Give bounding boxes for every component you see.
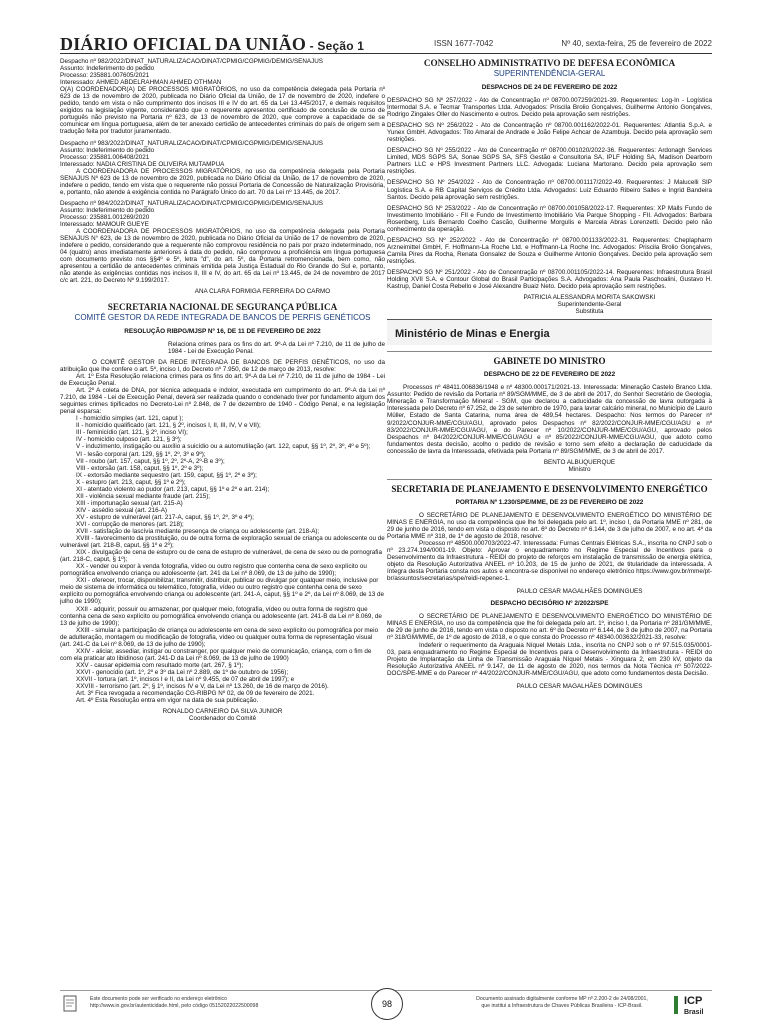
inciso-item: I - homicídio simples (art. 121, caput ); [76, 415, 184, 423]
inciso-item: XIX - divulgação de cena de estupro ou de cena de estupro de vulnerável, de cena de sexo ou de pornografia (art. 218-C, caput, § 1º); [60, 549, 382, 564]
signature-name: ANA CLARA FORMIGA FERREIRA DO CARMO [194, 288, 331, 296]
left-column [60, 58, 385, 986]
despacho-head: Despacho nº 984/2022/DINAT_NATURALIZACAO/DINAT/CPMIG/CGPMIG/DEMIG/SENAJUS [60, 199, 323, 207]
despacho-assunto: Assunto: Indeferimento do pedido [60, 65, 155, 73]
ministry-banner [387, 319, 712, 345]
portaria-body-1: O SECRETÁRIO DE PLANEJAMENTO E DESENVOLVIMENTO ENERGÉTICO DO MINISTÉRIO DE MINAS E ENERGIA, no uso da competência que lhe foi delegada pelo art. 1º, inciso I, da Portaria MME nº 281, de 29 de junho de 2016, tendo em vista o disposto no art. 6º do Decreto nº 6.144, de 3 de julho de 2007, e no art. 4º da Portaria MME nº 318, de 1º de agosto de 2018, resolve: [387, 511, 712, 540]
senasp-section [60, 302, 385, 723]
despacho-head: Despacho nº 983/2022/DINAT_NATURALIZACAO/DINAT/CPMIG/CGPMIG/DEMIG/SENAJUS [60, 139, 323, 147]
inciso-item: XXIII - simular a participação de criança ou adolescente em cena de sexo explícito ou pornográfica por meio de adulteração, montagem ou modificação de fotografia, vídeo ou qualquer outra forma de representação visual (art. 241-C da Lei nº 8.069, de 13 de julho de 1990); [60, 626, 379, 648]
despacho-interessado: Interessado: AHMED ABDELRAHMAN AHMED OTHMAN [60, 79, 222, 87]
resolucao-art2: Art. 2º A coleta de DNA, por técnica adequada e indolor, executada em cumprimento do art. 9º-A da Lei nº 7.210, de 1984 - Lei de Execução Penal, deverá ser realizada quando o condenado tiver por fundamento algum dos seguintes crimes tipificados no Decreto-Lei nº 2.848, de 7 de dezembro de 1940 - Código Penal, e na legislação penal esparsa: [60, 387, 385, 416]
inciso-item: VIII - extorsão (art. 158, caput, §§ 1º, 2º e 3º); [76, 464, 204, 472]
document-icon [60, 994, 82, 1014]
despacho-984 [60, 200, 385, 285]
signature-name: RONALDO CARNEIRO DA SILVA JUNIOR [162, 708, 283, 716]
inciso-item: XIII - importunação sexual (art. 215-A) [76, 499, 183, 507]
signature-role: Substituta [575, 308, 604, 316]
right-column [387, 58, 712, 986]
signature-name: PATRICIA ALESSANDRA MORITA SAKOWSKI [523, 294, 656, 302]
gabinete-title: GABINETE DO MINISTRO [387, 351, 712, 366]
portaria-body-2: Processo nº 48500.000703/2022-47. Interessada: Furnas Centrais Elétricas S.A., inscrita no CNPJ sob o nº 23.274.194/0001-19. Objeto: Aprovar o enquadramento no Regime Especial de Incentivos para o Desenvolvimento da Infraestrutura - REIDI do projeto de reforços em instalação de transmissão de energia elétrica, objeto da Resolução Autorizativa ANEEL nº 10.203, de 15 de junho de 2021, de titularidade da interessada. A íntegra desta Portaria consta nos autos e encontra-se disponível no endereço eletrônico https://www.gov.br/mme/pt-br/assuntos/secretarias/spe/reidi-repenec-1. [387, 540, 712, 583]
incisos-list [60, 415, 385, 690]
despacho-decisorio-title: DESPACHO DECISÓRIO Nº 2/2022/SPE [490, 600, 609, 608]
verification-note: Este documento pode ser verificado no endereço eletrônico http://www.in.gov.br/autenticidade.html, pelo código 05152022022500098 [90, 996, 370, 1009]
verification-link[interactable]: http://www.in.gov.br/autenticidade.html, pelo código 05152022022500098 [90, 1002, 259, 1009]
issue-date: Nº 40, sexta-feira, 25 de fevereiro de 2022 [561, 39, 712, 48]
inciso-item: XV - estupro de vulnerável (art. 217-A, caput, §§ 1º, 2º, 3º e 4º); [76, 513, 254, 521]
inciso-item: XXVI - genocídio (art. 1º, 2º e 3º da Lei nº 2.889, de 1º de outubro de 1956); [76, 668, 289, 676]
resolucao-art1: Art. 1º Esta Resolução relaciona crimes para os fins do art. 9º-A da Lei nº 7.210, de 11 de julho de 1984 - Lei de Execução Penal. [60, 372, 385, 388]
cade-despacho-item: DESPACHO SG Nº 252/2022 - Ato de Concentração nº 08700.001133/2022-31. Requerentes: Cheplapharm Arzneimittel GmbH, F. Hoffmann-La Roche Ltd. e Hoffmann-La Roche Inc. Advogados: Priscila Brolio Gonçalves, Camila Pires da Rocha, Renata Gonsalez de Souza e Guilherme Antonio Gonçalves. Decido pela aprovação sem restrições. [387, 236, 712, 265]
inciso-item: V - induzimento, instigação ou auxílio a suicídio ou a automutilação (art. 122, caput, §§ 1º, 2º, 3º, 4º e 5º); [76, 443, 371, 451]
spe-title: SECRETARIA DE PLANEJAMENTO E DESENVOLVIMENTO ENERGÉTICO [387, 479, 712, 494]
inciso-item: XII - violência sexual mediante fraude (art. 215); [76, 492, 211, 500]
inciso-item: VII - roubo (art. 157, caput, §§ 1º, 2º, 2º-A, 2º-B e 3º); [76, 457, 225, 465]
comite-title: COMITÊ GESTOR DA REDE INTEGRADA DE BANCOS DE PERFIS GENÉTICOS [74, 312, 371, 322]
resolucao-art3: Art. 3º Fica revogada a recomendação CG-RIBPG Nº 02, de 09 de fevereiro de 2021. [76, 690, 315, 698]
inciso-item: IX - extorsão mediante sequestro (art. 159, caput, §§ 1º, 2º e 3º); [76, 471, 257, 479]
signature-role: Superintendente-Geral [557, 301, 622, 309]
signature-note: Documento assinado digitalmente conforme MP nº 2.200-2 de 24/08/2001, que institui a Infraestrutura de Chaves Públicas Brasileira - ICP-Brasil. [476, 996, 648, 1009]
issn: ISSN 1677-7042 [434, 39, 494, 48]
inciso-item: XX - vender ou expor à venda fotografia, vídeo ou outro registro que contenha cena de sexo explícito ou pornográfica envolvendo criança ou adolescente (art. 241 da Lei nº 8.069, de 13 de julho de 1990); [60, 563, 367, 578]
inciso-item: X - estupro (art. 213, caput, §§ 1º e 2º); [76, 478, 186, 486]
inciso-item: XIV - assédio sexual (art. 216-A) [76, 506, 167, 514]
despacho-processo: Processo: 235881.001269/2020 [60, 213, 150, 221]
cade-title: CONSELHO ADMINISTRATIVO DE DEFESA ECONÔMICA [423, 58, 676, 68]
svg-text:Brasil: Brasil [684, 1009, 704, 1016]
inciso-item: III - feminicídio (art. 121, § 2º, inciso VI); [76, 429, 188, 437]
resolucao-title: RESOLUÇÃO RIBPG/MJSP Nº 16, DE 11 DE FEVEREIRO DE 2022 [124, 327, 321, 335]
inciso-item: XVI - corrupção de menores (art. 218); [76, 520, 184, 528]
signature-role: Ministro [568, 465, 591, 473]
inciso-item: II - homicídio qualificado (art. 121, § 2º, incisos I, II, III, IV, V e VII); [76, 422, 261, 430]
section-label: - Seção 1 [306, 39, 365, 53]
inciso-item: XVIII - favorecimento da prostituição, ou de outra forma de exploração sexual de criança ou adolescente ou de vulnerável (art. 218-B, caput, §§ 1º e 2º); [60, 535, 385, 550]
cade-despacho-item: DESPACHO SG Nº 257/2022 - Ato de Concentração nº 08700.007259/2021-39. Requerentes: Log-In - Logística Intermodal S.A. e Tecmar Transportes Ltda. Advogados: Priscila Brolio Gonçalves, Guilherme Antonio Gonçalves, Rodrigo Zingales Oller do Nascimento e outros. Decido pela aprovação sem restrições. [387, 97, 712, 119]
portaria-title: PORTARIA Nº 1.230/SPE/MME, DE 23 DE FEVEREIRO DE 2022 [455, 498, 644, 506]
cade-despacho-item: DESPACHO SG Nº 251/2022 - Ato de Concentração nº 08700.001105/2022-14. Requerentes: Infraestrutura Brasil Holding XVII S.A. e Contour Global do Brasil Participações S.A. Advogados: Ana Paula Paschoalini, Gustavo H. Kastrup, Daniel Costa Rebello e José Alexandre Buaiz Neto. Decido pela aprovação sem restrições. [387, 268, 712, 291]
despacho-body: A COORDENADORA DE PROCESSOS MIGRATÓRIOS, no uso da competência delegada pela Portaria SENAJUS Nº 623 de 13 de novembro de 2020, publicada no Diário Oficial da União, de 17 de novembro de 2020, indefere o pedido, tendo em vista que o requerente não possui Portaria de Concessão de Naturalização Provisória, e, portanto, não atende à exigência contida no Parágrafo Único do art. 70 da Lei nº 13.445, de 2017. [60, 167, 385, 196]
page-header [60, 34, 712, 54]
inciso-item: XXII - adquirir, possuir ou armazenar, por qualquer meio, fotografia, vídeo ou outra forma de registro que contenha cena de sexo explícito ou pornográfica envolvendo criança ou adolescente (art. 241-B da Lei nº 8.069, de 13 de julho de 1990); [60, 605, 382, 627]
decisorio-body-2: Indeferir o requerimento da Araguaia Níquel Metais Ltda., inscrita no CNPJ sob o nº 97.515.035/0001-03, para enquadramento no Regime Especial de Incentivos para o Desenvolvimento da Infraestrutura - REIDI do Projeto de Implantação da Linha de Transmissão Araguaia Níquel Metais - Xinguara 2, em 230 kV, objeto da Resolução Autorizativa ANEEL nº 9.147, de 11 de agosto de 2020, nos termos da Nota Técnica nº 507/2022-DOC/SPE-MME e do Parecer nº 44/2022/CONJUR-MME/CGU/AGU, que adoto como fundamentos desta Decisão. [387, 641, 712, 677]
gabinete-body: Processos nº 48411.006836/1948 e nº 48300.000171/2021-13. Interessada: Mineração Castelo Branco Ltda. Assunto: Pedido de revisão da Portaria nº 89/SGM/MME, de 3 de abril de 2017, do Senhor Secretário de Geologia, Mineração e Transformação Mineral - SGM, que declarou a caducidade da concessão de lavra outorgada à Interessada pelo Decreto nº 67.252, de 23 de setembro de 1970, para lavrar calcário mineral, no Município de Lauro Müller, Estado de Santa Catarina, numa área de 489,54 hectares. Despacho: Nos termos do Parecer nº 9/2022/CONJUR-MME/CGU/AGU, aprovado pelos Despachos nº 82/2022/CONJUR-MME/CGU/AGU e nº 83/2022/CONJUR-MME/CGU/AGU, e do Parecer nº 10/2022/CONJUR-MME/CGU/AGU, aprovado pelos Despachos nº 84/2022/CONJUR-MME/CGU/AGU e nº 85/2022/CONJUR-MME/CGU/AGU, que adoto como fundamentos desta decisão, acolho o pedido de revisão e torno sem efeito a declaração de caducidade da concessão de lavra da Interessada, efetivada pela Portaria nº 89/SGM/MME, de 3 de abril de 2017. [387, 384, 712, 455]
cade-despacho-item: DESPACHO SG Nº 255/2022 - Ato de Concentração nº 08700.001020/2022-36. Requerentes: Ardonagh Services Limited, MDS SGPS SA, Sonae SGPS SA, SFS Gestão e Consultoria SA, IPLF Holding SA, Madison Dearborn Partners LLC e HPS Investment Partners LLC. Advogada: Luciana Martorano. Decido pela aprovação sem restrições. [387, 147, 712, 176]
inciso-item: XXI - oferecer, trocar, disponibilizar, transmitir, distribuir, publicar ou divulgar por qualquer meio, inclusive por meio de sistema de informática ou telemático, fotografia, vídeo ou outro registro que contenha cena de sexo explícito ou pornográfica envolvendo criança ou adolescente (art. 241-A, caput, §§ 1º e 2º, da Lei nº 8.069, de 13 de julho de 1990); [60, 577, 385, 606]
cade-despacho-item: DESPACHO SG Nº 254/2022 - Ato de Concentração nº 08700.001117/2022-49. Requerentes: J Malucelli SIP Logística S.A. e RB Capital Serviços de Crédito Ltda. Advogados: Luiz Eduardo Ribeiro Salles e Ingrid Bandeira Santos. Decido pela aprovação sem restrições. [387, 179, 712, 201]
resolucao-intro: O COMITÊ GESTOR DA REDE INTEGRADA DE BANCOS DE PERFIS GENÉTICOS, no uso da atribuição que lhe confere o art. 5º, inciso I, do Decreto nº 7.950, de 12 de março de 2013, resolve: [60, 358, 385, 373]
page-number: 98 [371, 988, 403, 1020]
inciso-item: XI - atentado violento ao pudor (art. 213, caput, §§ 1º e 2º e art. 214); [76, 485, 270, 493]
despachos-date: DESPACHOS DE 24 DE FEVEREIRO DE 2022 [481, 84, 618, 91]
svg-text:ICP: ICP [684, 995, 703, 1007]
superintendencia-title: SUPERINTENDÊNCIA-GERAL [493, 69, 606, 78]
inciso-item: IV - homicídio culposo (art. 121, § 3º); [76, 436, 182, 444]
despacho-head: Despacho nº 982/2022/DINAT_NATURALIZACAO/DINAT/CPMIG/CGPMIG/DEMIG/SENAJUS [60, 58, 323, 65]
decisorio-body-1: O SECRETÁRIO DE PLANEJAMENTO E DESENVOLVIMENTO ENERGÉTICO DO MINISTÉRIO DE MINAS E ENERGIA, no uso da competência que lhe foi delegada pelo art. 1º, inciso I, da Portaria nº 281/GM/MME, de 29 de junho de 2016, tendo em vista o disposto no art. 6º do Decreto nº 6.144, de 3 de julho de 2007, na Portaria nº 318/GM/MME, de 1º de agosto de 2018, e o que consta do Processo nº 48340.003632/2021-33, resolve: [387, 613, 712, 642]
icp-brasil-logo [672, 992, 712, 1018]
inciso-item: XXV - causar epidemia com resultado morte (art. 267, § 1º); [76, 661, 244, 669]
despacho-assunto: Assunto: Indeferimento do pedido [60, 146, 155, 154]
signature-name: BENTO ALBUQUERQUE [543, 458, 616, 466]
secretaria-title: SECRETARIA NACIONAL DE SEGURANÇA PÚBLICA [107, 301, 338, 312]
despacho-assunto: Assunto: Indeferimento do pedido [60, 206, 155, 214]
cade-despacho-item: DESPACHO SG Nº 256/2022 - Ato de Concentração nº 08700.001162/2022-01. Requerentes: Atlantia S.p.A. e Yunex GmbH. Advogados: Tito Amaral de Andrade e João Felipe Achcar de Azambuja. Decido pela aprovação sem restrições. [387, 122, 712, 144]
inciso-item: XXVIII - terrorismo (art. 2º, § 1º, incisos IV e V, da Lei nº 13.260, de 16 de março de 2016). [76, 683, 329, 691]
signature-name: PAULO CESAR MAGALHÃES DOMINGUES [516, 588, 643, 596]
despacho-interessado: Interessado: NADIA CRISTINA DE OLIVEIRA MUTAMPUA [60, 160, 225, 168]
inciso-item: XXIV - aliciar, assediar, instigar ou constranger, por qualquer meio de comunicação, criança, com o fim de com ela praticar ato libidinoso (art. 241-D da Lei nº 8.069, de 13 de julho de 1990) [60, 647, 372, 662]
resolucao-ementa: Relaciona crimes para os fins do art. 9º-A da Lei nº 7.210, de 11 de julho de 1984 - Lei de Execução Penal. [168, 340, 385, 355]
page-footer [60, 994, 712, 1018]
resolucao-art4: Art. 4º Esta Resolução entra em vigor na data de sua publicação. [76, 697, 259, 705]
despacho-interessado: Interessado: MAMOUR GUEYE [60, 221, 149, 229]
cade-despachos-list [387, 97, 712, 290]
inciso-item: VI - lesão corporal (art. 129, §§ 1º, 2º, 3º e 9º); [76, 450, 206, 458]
journal-title: DIÁRIO OFICIAL DA UNIÃO - Seção 1 [60, 34, 365, 54]
header-rule [60, 53, 712, 54]
inciso-item: XXVII - tortura (art. 1º, incisos I e II, da Lei nº 9.455, de 07 de abril de 1997); e [76, 676, 295, 683]
despacho-processo: Processo: 235881.007605/2021 [60, 72, 150, 80]
despacho-body: O(A) COORDENADOR(A) DE PROCESSOS MIGRATÓRIOS, no uso da competência delegada pela Portaria nº 623 de 13 de novembro de 2020, publicada no Diário Oficial da União, de 17 de novembro de 2020, indefere o pedido, tendo em vista o não cumprimento dos incisos III e IV do art. 65 da Lei 13.445/2017, e demais requisitos exigidos na legislação vigente, considerando que o requerente apresentou certificado de conclusão de curso de português não previsto na Portaria nº 623, de 13 de novembro de 2020, que comprove a capacidade de se comunicar em língua portuguesa, além de ter anexado certidão de antecedentes criminais do país de origem sem a tradução feita por tradutor juramentado. [60, 86, 385, 136]
cade-despacho-item: DESPACHO SG Nº 253/2022 - Ato de Concentração nº 08700.001058/2022-17. Requerentes: XP Malls Fundo de Investimento Imobiliário - FII e Fundo de Investimento Imobiliário Via Parque Shopping - FII. Advogados: Barbara Rosenberg, Luís Bernardo Coelho Cascão, Guilherme Morgulis e Marcela Abras Lorenzetti. Decido pelo não conhecimento da operação. [387, 204, 712, 233]
despacho-body: A COORDENADORA DE PROCESSOS MIGRATÓRIOS, no uso da competência delegada pela Portaria SENAJUS N° 623, de 13 de novembro de 2020, publicada no Diário Oficial da União de 17 de novembro de 2020, indefere o pedido, considerando que a requerente não comprovou residência no país por prazo indeterminado, nos 04 (quatro) anos imediatamente anteriores à data do pedido, não comprovou a proficiência em língua portuguesa com documento previsto nos §§4º e 5º, letra "d", do art. 5º, da Portaria retromencionada, bem como, não apresentou a certidão de antecedentes criminais emitida pela Justiça Estadual do Rio Grande do Sul e, portanto, não atende às exigências contidas nos incisos II, III e IV, do art. 65 da Lei nº 13.445, de 24 de novembro de 2017 c/c art. 221, do Decreto Nº 9.199/2017. [60, 228, 385, 285]
signature-role: Coordenador do Comitê [188, 715, 257, 723]
ministry-title: Ministério de Minas e Energia [395, 328, 550, 341]
despacho-982 [60, 58, 385, 136]
signature-name: PAULO CESAR MAGALHÃES DOMINGUES [516, 682, 643, 690]
despacho-processo: Processo: 235881.006408/2021 [60, 153, 150, 161]
despacho-date: DESPACHO DE 22 DE FEVEREIRO DE 2022 [483, 371, 616, 379]
inciso-item: XVII - satisfação de lascívia mediante presença de criança ou adolescente (art. 218-A); [76, 528, 320, 536]
despacho-983 [60, 140, 385, 196]
